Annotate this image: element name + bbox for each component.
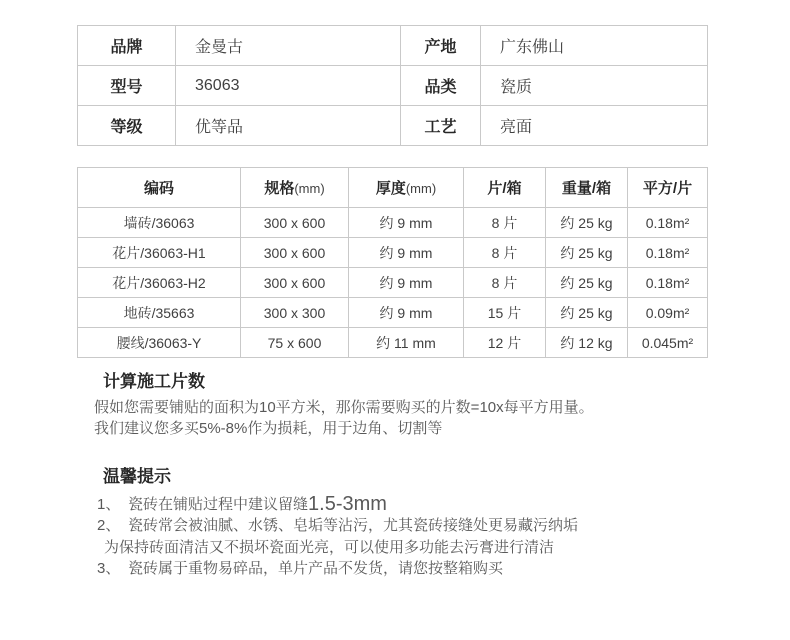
table-cell: 花片/36063-H1 xyxy=(78,238,241,268)
size-table-header-row xyxy=(78,168,708,208)
table-row xyxy=(78,328,708,358)
tip-number: 1、 xyxy=(97,496,121,513)
column-header-thickness: 厚度(mm) xyxy=(349,168,464,208)
table-cell: 约 11 mm xyxy=(349,328,464,358)
tips-section-title: 温馨提示 xyxy=(103,467,171,486)
tip-number: 3、 xyxy=(97,559,121,577)
info-label-model: 型号 xyxy=(78,66,176,106)
table-cell: 0.18m² xyxy=(628,268,708,298)
tips-section xyxy=(97,494,578,579)
calc-section xyxy=(94,397,594,439)
tip-number: 2、 xyxy=(97,517,121,535)
tip-highlight-gap-size: 1.5-3mm xyxy=(308,493,387,515)
table-cell: 0.18m² xyxy=(628,208,708,238)
table-cell: 约 25 kg xyxy=(546,238,628,268)
info-value-category: 瓷质 xyxy=(481,66,708,106)
paragraph-line: 假如您需要铺贴的面积为10平方米，那你需要购买的片数=10x每平方用量。 xyxy=(94,399,594,416)
table-cell: 腰线/36063-Y xyxy=(78,328,241,358)
tip-text: 瓷砖常会被油腻、水锈、皂垢等沾污，尤其瓷砖接缝处更易藏污纳垢 xyxy=(128,517,579,535)
table-cell: 约 25 kg xyxy=(546,208,628,238)
info-row xyxy=(78,26,708,66)
tip-text: 为保持砖面清洁又不损坏瓷面光亮，可以使用多功能去污膏进行清洁 xyxy=(104,538,555,556)
column-header-weight-per-box: 重量/箱 xyxy=(546,168,628,208)
table-row xyxy=(78,268,708,298)
tip-text: 瓷砖属于重物易碎品，单片产品不发货，请您按整箱购买 xyxy=(128,559,504,577)
table-cell: 0.18m² xyxy=(628,238,708,268)
size-spec-table xyxy=(77,167,708,358)
column-header-code: 编码 xyxy=(78,168,241,208)
info-value-model: 36063 xyxy=(176,66,401,106)
tip-item-3 xyxy=(97,558,578,579)
info-value-finish: 亮面 xyxy=(481,106,708,146)
table-cell: 墙砖/36063 xyxy=(78,208,241,238)
column-header-pieces-per-box: 片/箱 xyxy=(464,168,546,208)
table-cell: 75 x 600 xyxy=(241,328,349,358)
table-cell: 约 9 mm xyxy=(349,268,464,298)
table-cell: 0.09m² xyxy=(628,298,708,328)
tip-text: 瓷砖在铺贴过程中建议留缝 xyxy=(128,496,309,513)
table-cell: 300 x 600 xyxy=(241,268,349,298)
column-header-spec: 规格(mm) xyxy=(241,168,349,208)
table-cell: 12 片 xyxy=(464,328,546,358)
info-label-origin: 产地 xyxy=(401,26,481,66)
info-row xyxy=(78,106,708,146)
table-cell: 8 片 xyxy=(464,268,546,298)
table-cell: 地砖/35663 xyxy=(78,298,241,328)
table-cell: 0.045m² xyxy=(628,328,708,358)
column-header-sqm-per-piece: 平方/片 xyxy=(628,168,708,208)
table-cell: 8 片 xyxy=(464,238,546,268)
table-cell: 8 片 xyxy=(464,208,546,238)
info-label-brand: 品牌 xyxy=(78,26,176,66)
table-cell: 约 12 kg xyxy=(546,328,628,358)
info-label-finish: 工艺 xyxy=(401,106,481,146)
tip-item-1 xyxy=(97,494,578,515)
table-cell: 约 25 kg xyxy=(546,268,628,298)
table-cell: 300 x 600 xyxy=(241,208,349,238)
info-label-grade: 等级 xyxy=(78,106,176,146)
table-cell: 约 25 kg xyxy=(546,298,628,328)
tip-item-2 xyxy=(97,515,578,536)
calc-section-title: 计算施工片数 xyxy=(103,372,205,391)
table-row xyxy=(78,298,708,328)
info-value-origin: 广东佛山 xyxy=(481,26,708,66)
info-row xyxy=(78,66,708,106)
table-cell: 约 9 mm xyxy=(349,238,464,268)
table-cell: 花片/36063-H2 xyxy=(78,268,241,298)
info-label-category: 品类 xyxy=(401,66,481,106)
table-cell: 300 x 600 xyxy=(241,238,349,268)
product-info-table xyxy=(77,25,708,146)
table-cell: 约 9 mm xyxy=(349,208,464,238)
table-row xyxy=(78,208,708,238)
info-value-brand: 金曼古 xyxy=(176,26,401,66)
paragraph-line: 我们建议您多买5%-8%作为损耗，用于边角、切割等 xyxy=(94,420,443,437)
table-cell: 约 9 mm xyxy=(349,298,464,328)
info-value-grade: 优等品 xyxy=(176,106,401,146)
table-row xyxy=(78,238,708,268)
table-cell: 15 片 xyxy=(464,298,546,328)
tip-item-2-continued xyxy=(97,537,578,558)
table-cell: 300 x 300 xyxy=(241,298,349,328)
